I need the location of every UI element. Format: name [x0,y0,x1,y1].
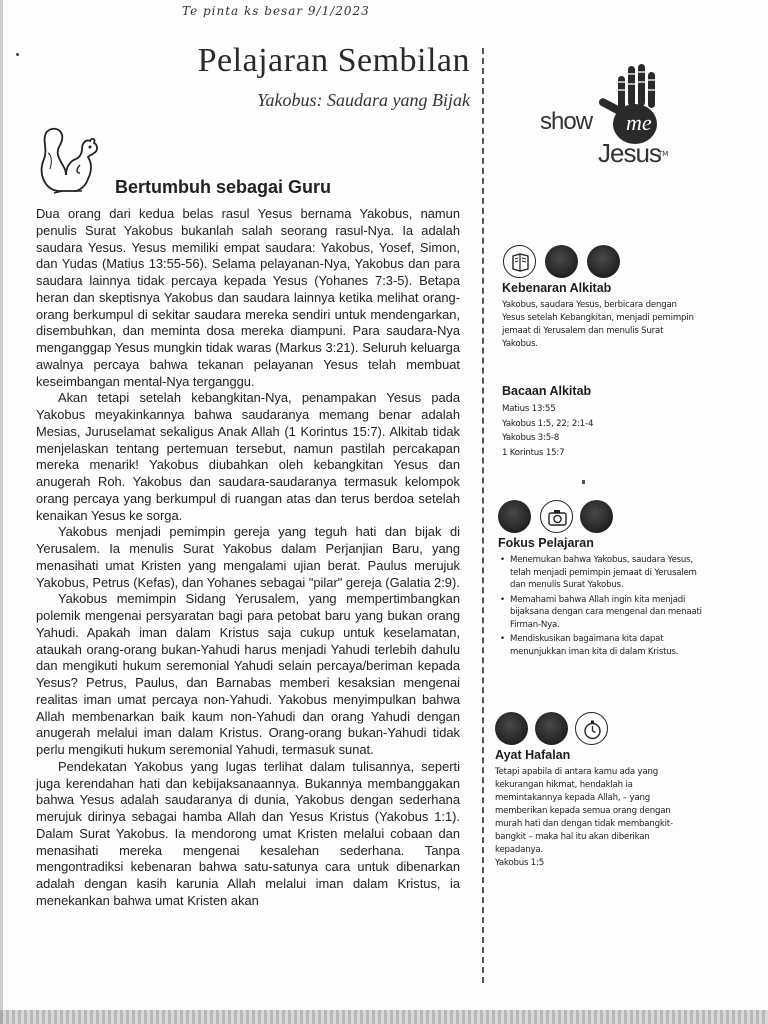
fokus-heading: Fokus Pelajaran [498,536,594,550]
ayat-heading: Ayat Hafalan [495,748,571,762]
column-divider [482,48,484,983]
body-paragraph: Dua orang dari kedua belas rasul Yesus bernama Yakobus, namun penulis Surat Yakobus bukanlah salah seorang rasul-Nya. Ia adalah saudara Yesus. Yesus memiliki empat saudara: Yakobus, Yosef, Simon, dan Yudas (Matius 13:55-56). Selama pelayanan-Nya, Yakobus dan para saudara lainnya tidak percaya kepada Yesus (Yohanes 7:3-5). Betapa heran dan skeptisnya Yakobus dan saudara lainnya ketika melihat orang-orang berkumpul di sekitar saudara mereka sendiri untuk mendengarkan, disembuhkan, dan meminta dosa mereka diampuni. Para saudara-Nya menganggap Yesus mungkin tidak waras (Markus 3:21). Seluruh keluarga awalnya percaya bahwa tekanan pelayanan Yesus telah membuat keseimbangan mental-Nya terganggu. [36,206,460,389]
filled-circle-icon [535,712,568,745]
fokus-pelajaran-block [498,536,702,660]
lesson-subtitle: Yakobus: Saudara yang Bijak [257,90,470,110]
fokus-list [498,554,702,658]
scan-speck [16,53,19,56]
camera-icon [540,500,573,533]
squirrel-icon [36,123,102,195]
bacaan-ref: 1 Korintus 15:7 [502,447,565,458]
filled-circle-icon [545,245,578,278]
filled-circle-icon [580,500,613,533]
logo-text-jesus: Jesus [598,138,661,168]
logo-text-show: show [540,108,593,135]
ayat-icon-row [495,712,615,746]
filled-circle-icon [587,245,620,278]
body-paragraph: Yakobus memimpin Sidang Yerusalem, yang mempertimbangkan polemik mengenai persyaratan bagi para petobat baru yang bukan orang Yahudi. Apakah iman dalam Kristus saja cukup untuk keselamatan, ataukah orang-orang bukan-Yahudi harus menjadi Yahudi terlebih dahulu dan mengikuti hukum seremonial Yahudi selain percaya/beriman kepada Yesus? Petrus, Paulus, dan Barnabas memberi kesaksian mengenai realitas iman umat percaya non-Yahudi. Yakobus menyimpulkan bahwa Allah membenarkan baik kaum non-Yahudi dan orang Yahudi dengan anugerah melalui iman dalam Kristus. Orang-orang bukan-Yahudi tidak perlu mengikuti hukum seremonial Yahudi, termasuk sunat. [36,591,460,757]
ayat-ref: Yakobus 1:5 [495,858,545,868]
body-paragraph: Akan tetapi setelah kebangkitan-Nya, penampakan Yesus pada Yakobus meyakinkannya bahwa saudaranya memang benar adalah Mesias, Juruselamat sekaligus Anak Allah (1 Korintus 15:7). Alkitab tidak menjelaskan tentang pertemuan tersebut, namun pastilah percakapan mereka menarik! Yakobus diubahkan oleh kebangkitan Yesus dan anugerah Roh. Yakobus dan saudara-saudaranya termasuk kelompok orang percaya yang berkumpul di ruangan atas dan terus berdoa setelah kenaikan Yesus ke sorga. [36,390,460,523]
bible-icon [503,245,536,278]
kebenaran-text: Yakobus, saudara Yesus, berbicara dengan Yesus setelah Kebangkitan, menjadi pemimpin jemaat di Yerusalem dan menulis Surat Yakobus. [502,300,694,349]
scan-edge [0,0,3,1024]
bacaan-ref: Yakobus 3:5-8 [502,433,560,443]
show-me-jesus-logo [540,62,670,172]
filled-circle-icon [495,712,528,745]
bacaan-ref: Yakobus 1:5, 22; 2:1-4 [502,418,594,429]
stopwatch-icon [575,712,608,745]
fokus-item: • Mendiskusikan bagaimana kita dapat menunjukkan iman kita di dalam Kristus. [498,633,702,658]
scan-edge [0,1010,768,1024]
fokus-item: • Menemukan bahwa Yakobus, saudara Yesus, telah menjadi pemimpin jemaat di Yerusalem dan menulis Surat Yakobus. [498,554,702,592]
ayat-text: Tetapi apabila di antara kamu ada yang kekurangan hikmat, hendaklah ia memintakannya kepada Allah, – yang memberikan kepada semua orang dengan murah hati dan dengan tidak membangkit-bangkit – maka hal itu akan diberikan kepadanya. [495,767,673,855]
kebenaran-icon-row [503,245,623,279]
kebenaran-heading: Kebenaran Alkitab [502,281,612,295]
filled-circle-icon [498,500,531,533]
fokus-icon-row [498,500,618,534]
body-paragraph: Pendekatan Yakobus yang lugas terlihat dalam tulisannya, seperti juga kerendahan hati dan kebijaksanaannya. Bukannya membanggakan bahwa Yesus adalah saudaranya di dunia, Yakobus dengan sederhana merujuk dirinya sebagai hamba Allah dan Yesus Kristus (Yakobus 1:1). Dalam Surat Yakobus. Ia mendorong umat Kristen melalui cobaan dan menasihati mereka mengenai kesalehan sederhana. Tanpa mengontradiksi kebenaran bahwa satu-satunya cara untuk dibenarkan adalah dengan kasih karunia Allah melalui iman dalam Kristus, ia menekankan bahwa umat Kristen akan [36,758,460,908]
scan-speck [582,480,585,484]
logo-text-me: me [626,110,652,135]
body-paragraph: Yakobus menjadi pemimpin gereja yang teguh hati dan bijak di Yerusalem. Ia menulis Surat Yakobus dalam Perjanjian Baru, yang menasihati umat Kristen yang mengalami ujian berat. Paulus merujuk Yakobus, Petrus (Kefas), dan Yohanes sebagai "pilar" gereja (Galatia 2:9). [36,524,460,590]
logo-trademark: TM [658,150,669,158]
bacaan-alkitab-block [502,384,702,460]
bacaan-list [502,402,702,460]
lesson-title: Pelajaran Sembilan [197,42,470,79]
ayat-hafalan-block [495,748,695,870]
kebenaran-alkitab-block [502,281,702,351]
section-heading: Bertumbuh sebagai Guru [115,177,332,197]
handwritten-note: Te pinta ks besar 9/1/2023 [182,4,370,18]
main-body [36,206,460,910]
fokus-item: • Memahami bahwa Allah ingin kita menjadi bijaksana dengan cara mengenal dan menaati Firman-Nya. [498,594,702,632]
bacaan-ref: Matius 13:55 [502,404,556,414]
bacaan-heading: Bacaan Alkitab [502,384,592,398]
